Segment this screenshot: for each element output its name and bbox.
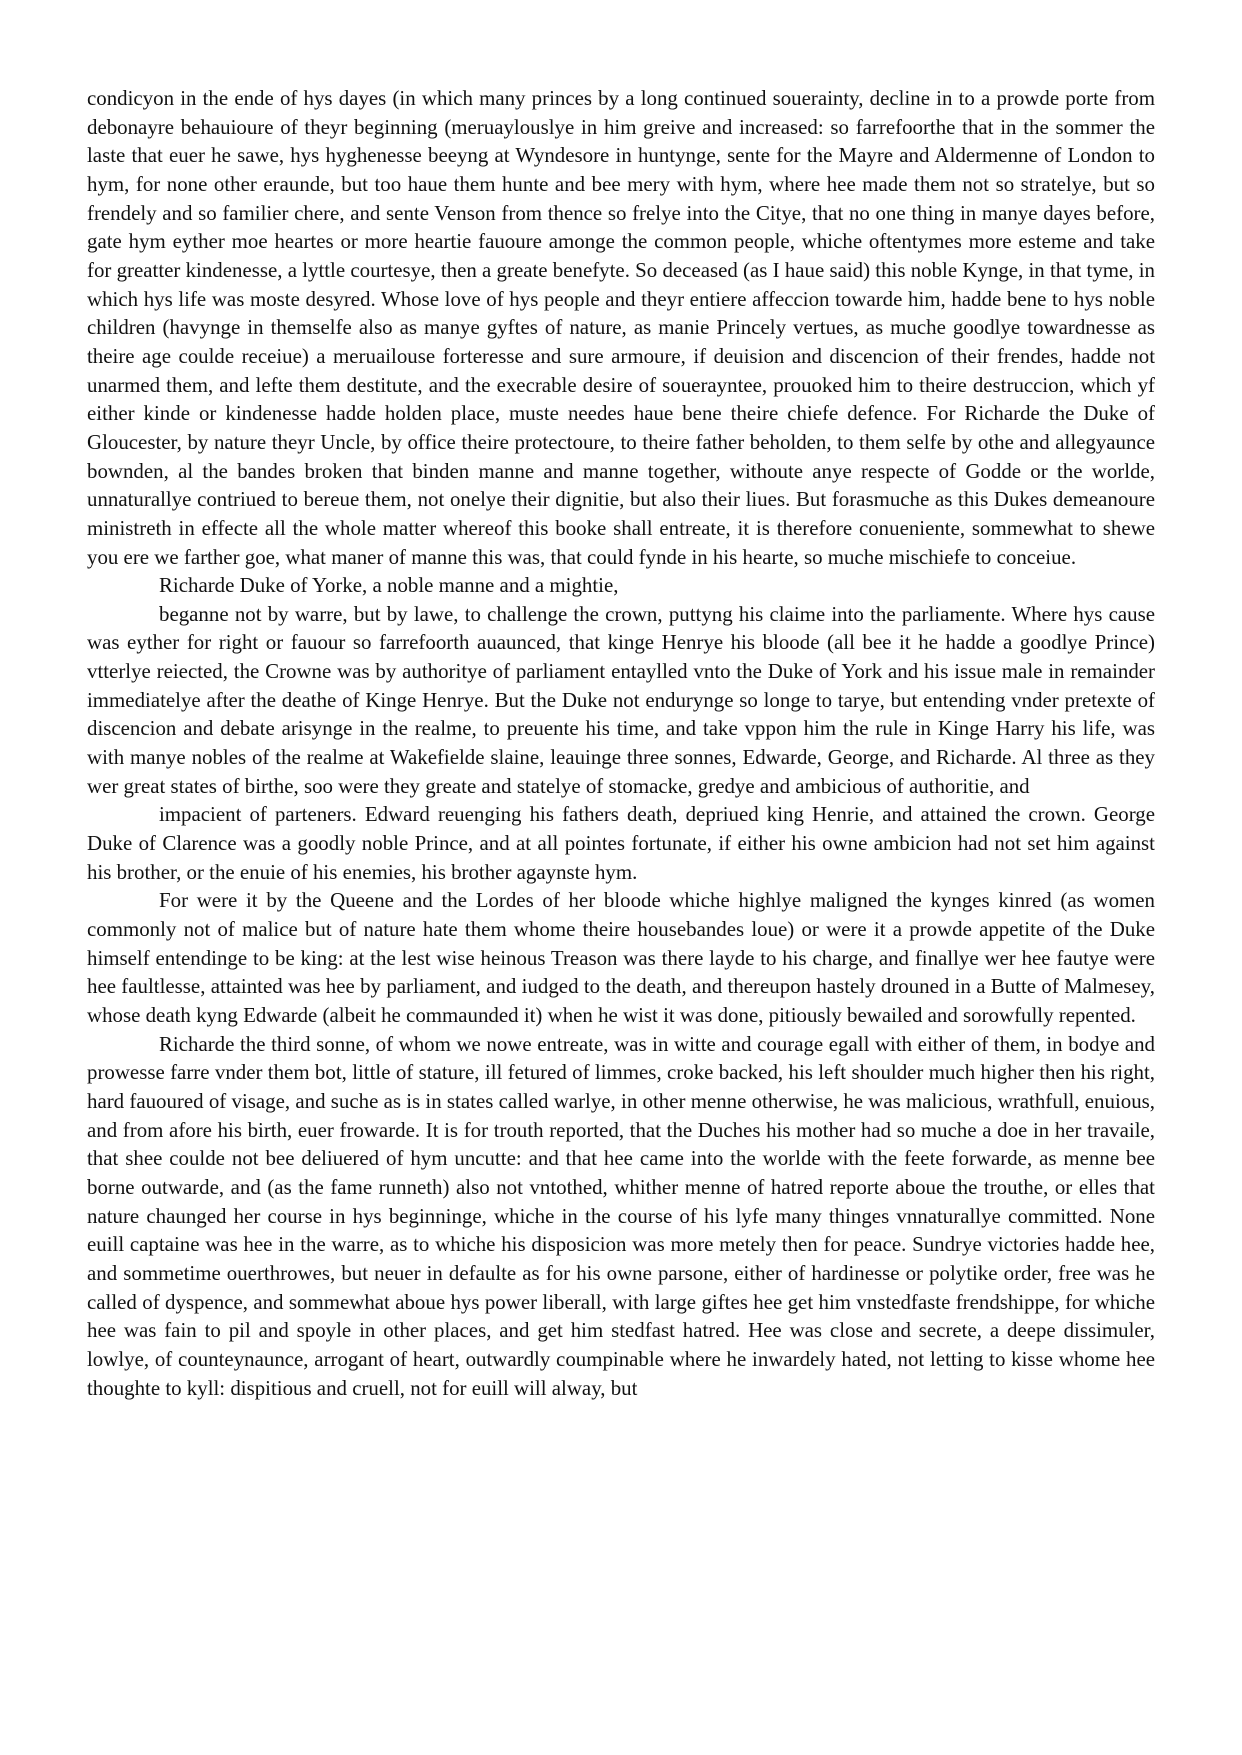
paragraph-king-edward-death: condicyon in the ende of hys dayes (in which many princes by a long continued souerainty, decline in to a prowde porte from debonayre behauioure of theyr beginning (meruaylouslye in him greive and increased: so farrefoorthe that in the sommer the laste that euer he sawe, hys hyghenesse beeyng at Wyndesore in huntynge, sente for the Mayre and Aldermenne of London to hym, for none other eraunde, but too haue them hunte and bee mery with hym, where hee made them not so stratelye, but so frendely and so familier chere, and sente Venson from thence so frelye into the Citye, that no one thing in manye dayes before, gate hym eyther moe heartes or more heartie fauoure amonge the common people, whiche oftentymes more esteme and take for greatter kindenesse, a lyttle courtesye, then a greate benefyte. So deceased (as I haue said) this noble Kynge, in that tyme, in which hys life was moste desyred. Whose love of hys people and theyr entiere affeccion towarde him, hadde bene to hys noble children (havynge in themselfe also as manye gyftes of nature, as manie Princely vertues, as muche goodlye towardnesse as theire age coulde receiue) a meruailouse forteresse and sure armoure, if deuision and discencion of their frendes, hadde not unarmed them, and lefte them destitute, and the execrable desire of souerayntee, prouoked him to theire destruccion, which yf either kinde or kindenesse hadde holden place, muste needes haue bene theire chiefe defence. For Richarde the Duke of Gloucester, by nature theyr Uncle, by office theire protectoure, to theire father beholden, to them selfe by othe and allegyaunce bownden, al the bandes broken that binden manne and manne together, withoute anye respecte of Godde or the worlde, unnaturallye contriued to bereue them, not onelye their dignitie, but also their liues. But forasmuche as this Dukes demeanoure ministreth in effecte all the whole matter whereof this booke shall entreate, it is therefore conueniente, sommewhat to shewe you ere we farther goe, what maner of manne this was, that could fynde in his hearte, so muche mischiefe to conceiue. xyxy=(87,86,1155,569)
document-page xyxy=(87,0,1155,1402)
paragraph-edward-reuenging: impacient of parteners. Edward reuenging his fathers death, depriued king Henrie, and attained the crown. George Duke of Clarence was a goodly noble Prince, and at all pointes fortunate, if either his owne ambicion had not set him against his brother, or the enuie of his enemies, his brother agaynste hym. xyxy=(87,802,1155,884)
paragraph-duke-of-yorke: Richarde Duke of Yorke, a noble manne and a mightie, xyxy=(159,573,619,598)
paragraph-richarde-third-sonne: Richarde the third sonne, of whom we nowe entreate, was in witte and courage egall with either of them, in bodye and prowesse farre vnder them bot, little of stature, ill fetured of limmes, croke backed, his left shoulder much higher then his right, hard fauoured of visage, and suche as is in states called warlye, in other menne otherwise, he was malicious, wrathfull, enuious, and from afore his birth, euer frowarde. It is for trouth reported, that the Duches his mother had so muche a doe in her travaile, that shee coulde not bee deliuered of hym uncutte: and that hee came into the worlde with the feete forwarde, as menne bee borne outwarde, and (as the fame runneth) also not vntothed, whither menne of hatred reporte aboue the trouthe, or elles that nature chaunged her course in hys beginninge, whiche in the course of his lyfe many thinges vnnaturallye committed. None euill captaine was hee in the warre, as to whiche his disposicion was more metely then for peace. Sundrye victories hadde hee, and sommetime ouerthrowes, but neuer in defaulte as for his owne parsone, either of hardinesse or polytike order, free was he called of dyspence, and sommewhat aboue hys power liberall, with large giftes hee get him vnstedfaste frendshippe, for whiche hee was fain to pil and spoyle in other places, and get him stedfast hatred. Hee was close and secrete, a deepe dissimuler, lowlye, of counteynaunce, arrogant of heart, outwardly coumpinable where he inwardely hated, not letting to kisse whome hee thoughte to kyll: dispitious and cruell, not for euill will alway, but xyxy=(87,1031,1155,1400)
paragraph-claime-to-crown: beganne not by warre, but by lawe, to challenge the crown, puttyng his claime into the parliamente. Where hys cause was eyther for right or fauour so farrefoorth auaunced, that kinge Henrye his bloode (all bee it he hadde a goodlye Prince) vtterlye reiected, the Crowne was by authoritye of parliament entaylled vnto the Duke of York and his issue male in remainder immediatelye after the deathe of Kinge Henrye. But the Duke not endurynge so longe to tarye, but entending vnder pretexte of discencion and debate arisynge in the realme, to preuente his time, and take vppon him the rule in Kinge Harry his life, was with manye nobles of the realme at Wakefielde slaine, leauinge three sonnes, Edwarde, George, and Richarde. Al three as they wer great states of birthe, soo were they greate and statelye of stomacke, gredye and ambicious of authoritie, and xyxy=(87,601,1155,798)
paragraph-clarence-treason: For were it by the Queene and the Lordes of her bloode whiche highlye maligned the kynges kinred (as women commonly not of malice but of nature hate them whome theire housebandes loue) or were it a prowde appetite of the Duke himself entendinge to be king: at the lest wise heinous Treason was there layde to his charge, and finallye wer hee fautye were hee faultlesse, attainted was hee by parliament, and iudged to the death, and thereupon hastely drouned in a Butte of Malmesey, whose death kyng Edwarde (albeit he commaunded it) when he wist it was done, pitiously bewailed and sorowfully repented. xyxy=(87,888,1155,1027)
